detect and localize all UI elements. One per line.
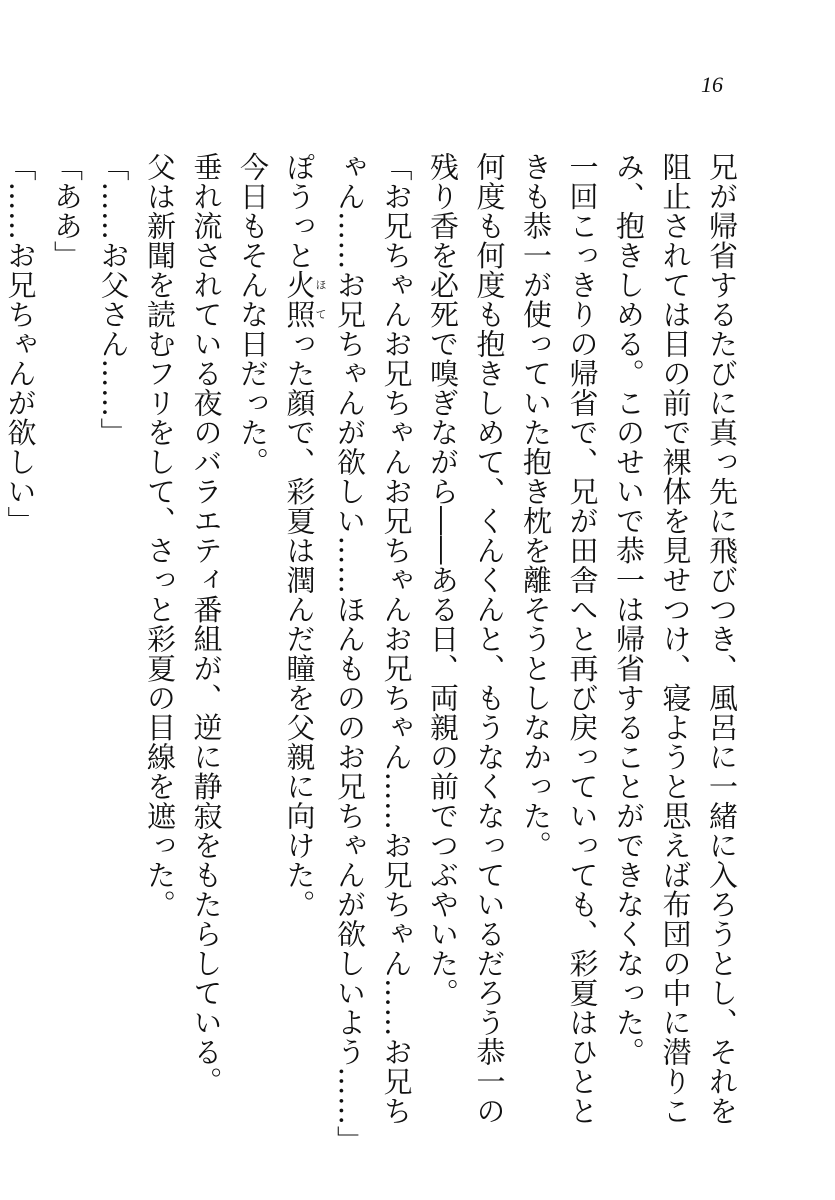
page-number: 16	[701, 72, 723, 97]
dialogue-line: 「……お兄ちゃんが欲しい」	[3, 152, 38, 536]
paragraph: 兄が帰省するたびに真っ先に飛びつき、風呂に一緒に入ろうとし、それを阻止されては目の前で裸体を見せつけ、寝ようと思えば布団の中に潜りこみ、抱きしめる。このせいで恭一は帰省することができなくなった。	[612, 152, 739, 1126]
paragraph: 今日もそんな日だった。	[236, 152, 270, 477]
ruby-base: 火照	[282, 270, 317, 329]
paragraph-with-ruby	[276, 152, 327, 1142]
paragraph: 一回こっきりの帰省で、兄が田舎へと再び戻っていっても、彩夏はひとときも恭一が使っていた抱き枕を離そうとしなかった。	[519, 152, 600, 1126]
novel-text-block	[0, 152, 745, 1155]
ruby-annotation	[282, 270, 327, 329]
dialogue-line: 「ああ」	[50, 152, 84, 270]
paragraph-segment: ぽうっと	[282, 152, 317, 270]
ruby-reading: ほて	[314, 270, 327, 329]
paragraph: 「お兄ちゃんお兄ちゃんお兄ちゃんお兄ちゃん……お兄ちゃん……お兄ちゃん……お兄ちゃんが欲しい……ほんもののお兄ちゃんが欲しいよう……」	[333, 152, 414, 1155]
paragraph: 垂れ流されている夜のバラエティ番組が、逆に静寂をもたらしている。	[189, 152, 224, 1096]
paragraph: 父は新聞を読むフリをして、さっと彩夏の目線を遮った。	[143, 152, 177, 919]
paragraph-segment: った顔で、彩夏は潤んだ瞳を父親に向けた。	[282, 329, 317, 919]
dialogue-line: 「……お父さん……」	[96, 152, 131, 447]
paragraph: 何度も何度も抱きしめて、くんくんと、もうなくなっているだろう恭一の残り香を必死で嗅ぎながら――ある日、両親の前でつぶやいた。	[426, 152, 507, 1126]
